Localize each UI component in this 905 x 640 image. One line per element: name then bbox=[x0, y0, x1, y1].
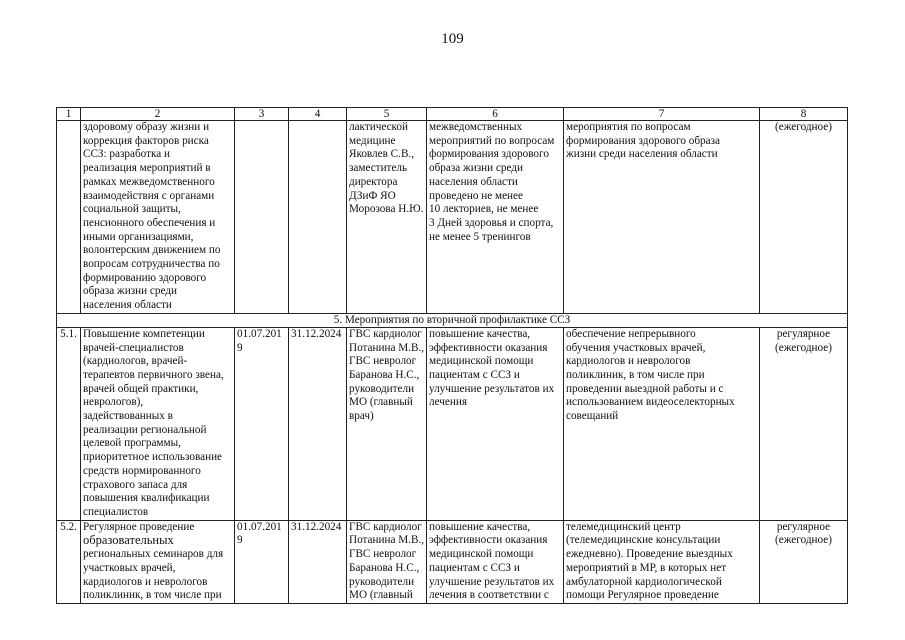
cell-line: Морозова Н.Ю. bbox=[349, 203, 424, 216]
cell-line: 3 Дней здоровья и спорта, bbox=[429, 216, 554, 229]
cell-line: неврологов), bbox=[83, 396, 144, 409]
cell-line: пациентам с ССЗ и bbox=[429, 368, 520, 381]
cell-line: кардиологов и неврологов bbox=[566, 355, 691, 368]
cell-line: помощи Регулярное проведение bbox=[566, 589, 719, 602]
activity-line: образовательных bbox=[83, 533, 174, 548]
cell-line: (ежегодное) bbox=[775, 121, 832, 133]
column-number: 7 bbox=[564, 108, 760, 121]
cell-line: обеспечение непрерывного bbox=[566, 327, 696, 340]
page-number: 109 bbox=[441, 31, 464, 47]
cell-line: целевой программы, bbox=[83, 437, 181, 450]
cell-line: ежедневно). Проведение выездных bbox=[566, 548, 733, 561]
cell-line: повышение качества, bbox=[429, 327, 531, 340]
cell-line: МО (главный bbox=[349, 589, 413, 602]
cell-line: ДЗиФ ЯО bbox=[349, 189, 396, 202]
implementation-indicator bbox=[564, 327, 760, 520]
cell-line: улучшение результатов их bbox=[429, 382, 555, 395]
cell-line: образа жизни среди bbox=[429, 162, 523, 175]
cell-line: мероприятия по вопросам bbox=[566, 121, 691, 133]
row-number: 5.2. bbox=[57, 520, 81, 603]
cell-line: (кардиологов, врачей- bbox=[83, 355, 188, 368]
end-date bbox=[289, 121, 347, 314]
cell-line: проведено не менее bbox=[429, 189, 523, 202]
responsible-persons bbox=[347, 121, 427, 314]
cell-line: ГВС невролог bbox=[349, 548, 417, 561]
cell-line: Баранова Н.С., bbox=[349, 561, 420, 574]
cell-line: (телемедицинские консультации bbox=[566, 534, 721, 547]
cell-line: волонтерским движением по bbox=[83, 244, 221, 257]
cell-line: медицине bbox=[349, 134, 396, 147]
cell-line: обучения участковых врачей, bbox=[566, 341, 706, 354]
cell-line: поликлиник, в том числе при bbox=[566, 368, 705, 381]
expected-result bbox=[427, 520, 564, 603]
cell-line: средств нормированного bbox=[83, 464, 201, 477]
cell-line: специалистов bbox=[83, 505, 149, 518]
start-date: 01.07.2019 bbox=[235, 327, 289, 520]
cell-line: межведомственных bbox=[429, 121, 523, 133]
cell-line: повышения квалификации bbox=[83, 492, 210, 505]
column-number: 3 bbox=[235, 108, 289, 121]
activity-lines bbox=[83, 548, 232, 603]
expected-result bbox=[427, 121, 564, 314]
cell-line: использованием видеоселекторных bbox=[566, 396, 735, 409]
implementation-indicator bbox=[564, 121, 760, 314]
cell-line: врач) bbox=[349, 410, 374, 423]
cell-line: поликлиник, в том числе при bbox=[83, 589, 222, 602]
cell-line: (ежегодное) bbox=[775, 534, 832, 547]
cell-line: лактической bbox=[349, 121, 408, 133]
row-number bbox=[57, 121, 81, 314]
cell-line: формированию здорового bbox=[83, 271, 207, 284]
start-date: 01.07.2019 bbox=[235, 520, 289, 603]
cell-line: лечения bbox=[429, 396, 467, 409]
cell-line: руководители bbox=[349, 382, 415, 395]
column-number: 8 bbox=[760, 108, 848, 121]
cell-line: врачей-специалистов bbox=[83, 341, 184, 354]
cell-line: пациентам с ССЗ и bbox=[429, 561, 520, 574]
cell-line: терапевтов первичного звена, bbox=[83, 368, 224, 381]
cell-line: ССЗ: разработка и bbox=[83, 148, 171, 161]
cell-line: регулярное bbox=[776, 327, 831, 340]
activity-line: Регулярное проведение bbox=[83, 520, 195, 533]
cell-line: эффективности оказания bbox=[429, 341, 548, 354]
cell-line: приоритетное использование bbox=[83, 451, 223, 464]
cell-line: рамках межведомственного bbox=[83, 175, 215, 188]
cell-line: руководители bbox=[349, 575, 415, 588]
cell-line: региональных семинаров для bbox=[83, 548, 224, 561]
table-row-continuation bbox=[57, 121, 848, 314]
cell-line: повышение качества, bbox=[429, 520, 531, 533]
cell-line: ГВС кардиолог bbox=[349, 327, 422, 340]
implementation-indicator bbox=[564, 520, 760, 603]
cell-line: ГВС невролог bbox=[349, 355, 417, 368]
cell-line: МО (главный bbox=[349, 396, 413, 409]
cell-line: Повышение компетенции bbox=[83, 327, 205, 340]
frequency bbox=[760, 520, 848, 603]
frequency bbox=[760, 121, 848, 314]
cell-line: амбулаторной кардиологической bbox=[566, 575, 722, 588]
section-title: 5. Мероприятия по вторичной профилактике ССЗ bbox=[57, 313, 848, 327]
cell-line: не менее 5 тренингов bbox=[429, 230, 531, 243]
cell-line: ГВС кардиолог bbox=[349, 520, 422, 533]
end-date: 31.12.2024 bbox=[289, 520, 347, 603]
cell-line: жизни среди населения области bbox=[566, 148, 718, 161]
cell-line: медицинской помощи bbox=[429, 355, 534, 368]
table-row bbox=[57, 327, 848, 520]
cell-line: коррекция факторов риска bbox=[83, 134, 209, 147]
cell-line: задействованных в bbox=[83, 410, 173, 423]
cell-line: здоровому образу жизни и bbox=[83, 121, 210, 133]
cell-line: (ежегодное) bbox=[775, 341, 832, 354]
row-number: 5.1. bbox=[57, 327, 81, 520]
responsible-persons bbox=[347, 327, 427, 520]
cell-line: проведении выездной работы и с bbox=[566, 382, 724, 395]
activities-table bbox=[56, 107, 848, 604]
cell-line: населения области bbox=[429, 175, 518, 188]
table-row bbox=[57, 520, 848, 603]
cell-line: телемедицинский центр bbox=[566, 520, 681, 533]
cell-line: улучшение результатов их bbox=[429, 575, 555, 588]
column-number-row bbox=[57, 108, 848, 121]
cell-line: формирования здорового bbox=[429, 148, 549, 161]
column-number: 2 bbox=[81, 108, 235, 121]
cell-line: врачей общей практики, bbox=[83, 382, 199, 395]
cell-line: вопросам сотрудничества по bbox=[83, 258, 220, 271]
column-number: 6 bbox=[427, 108, 564, 121]
column-number: 4 bbox=[289, 108, 347, 121]
cell-line: населения области bbox=[83, 299, 172, 312]
activity-description bbox=[81, 520, 235, 603]
cell-line: Яковлев С.В., bbox=[349, 148, 414, 161]
cell-line: пенсионного обеспечения и bbox=[83, 216, 216, 229]
cell-line: лечения в соответствии с bbox=[429, 589, 549, 602]
cell-line: директора bbox=[349, 175, 398, 188]
cell-line: мероприятий по вопросам bbox=[429, 134, 555, 147]
cell-line: реализации региональной bbox=[83, 423, 207, 436]
start-date bbox=[235, 121, 289, 314]
cell-line: образа жизни среди bbox=[83, 285, 177, 298]
cell-line: мероприятий в МР, в которых нет bbox=[566, 561, 727, 574]
cell-line: Потанина М.В., bbox=[349, 341, 425, 354]
cell-line: взаимодействия с органами bbox=[83, 189, 215, 202]
cell-line: эффективности оказания bbox=[429, 534, 548, 547]
expected-result bbox=[427, 327, 564, 520]
activity-description bbox=[81, 121, 235, 314]
cell-line: Потанина М.В., bbox=[349, 534, 425, 547]
cell-line: медицинской помощи bbox=[429, 548, 534, 561]
cell-line: Баранова Н.С., bbox=[349, 368, 420, 381]
cell-line: социальной защиты, bbox=[83, 203, 181, 216]
cell-line: регулярное bbox=[776, 520, 831, 533]
frequency bbox=[760, 327, 848, 520]
column-number: 5 bbox=[347, 108, 427, 121]
cell-line: иными организациями, bbox=[83, 230, 194, 243]
cell-line: страхового запаса для bbox=[83, 478, 188, 491]
cell-line: заместитель bbox=[349, 162, 408, 175]
responsible-persons bbox=[347, 520, 427, 603]
cell-line: совещаний bbox=[566, 410, 619, 423]
cell-line: 10 лекториев, не менее bbox=[429, 203, 539, 216]
activity-description bbox=[81, 327, 235, 520]
cell-line: участковых врачей, bbox=[83, 561, 176, 574]
end-date: 31.12.2024 bbox=[289, 327, 347, 520]
column-number: 1 bbox=[57, 108, 81, 121]
cell-line: реализация мероприятий в bbox=[83, 162, 211, 175]
cell-line: формирования здорового образа bbox=[566, 134, 720, 147]
cell-line: кардиологов и неврологов bbox=[83, 575, 208, 588]
section-header-row bbox=[57, 313, 848, 327]
